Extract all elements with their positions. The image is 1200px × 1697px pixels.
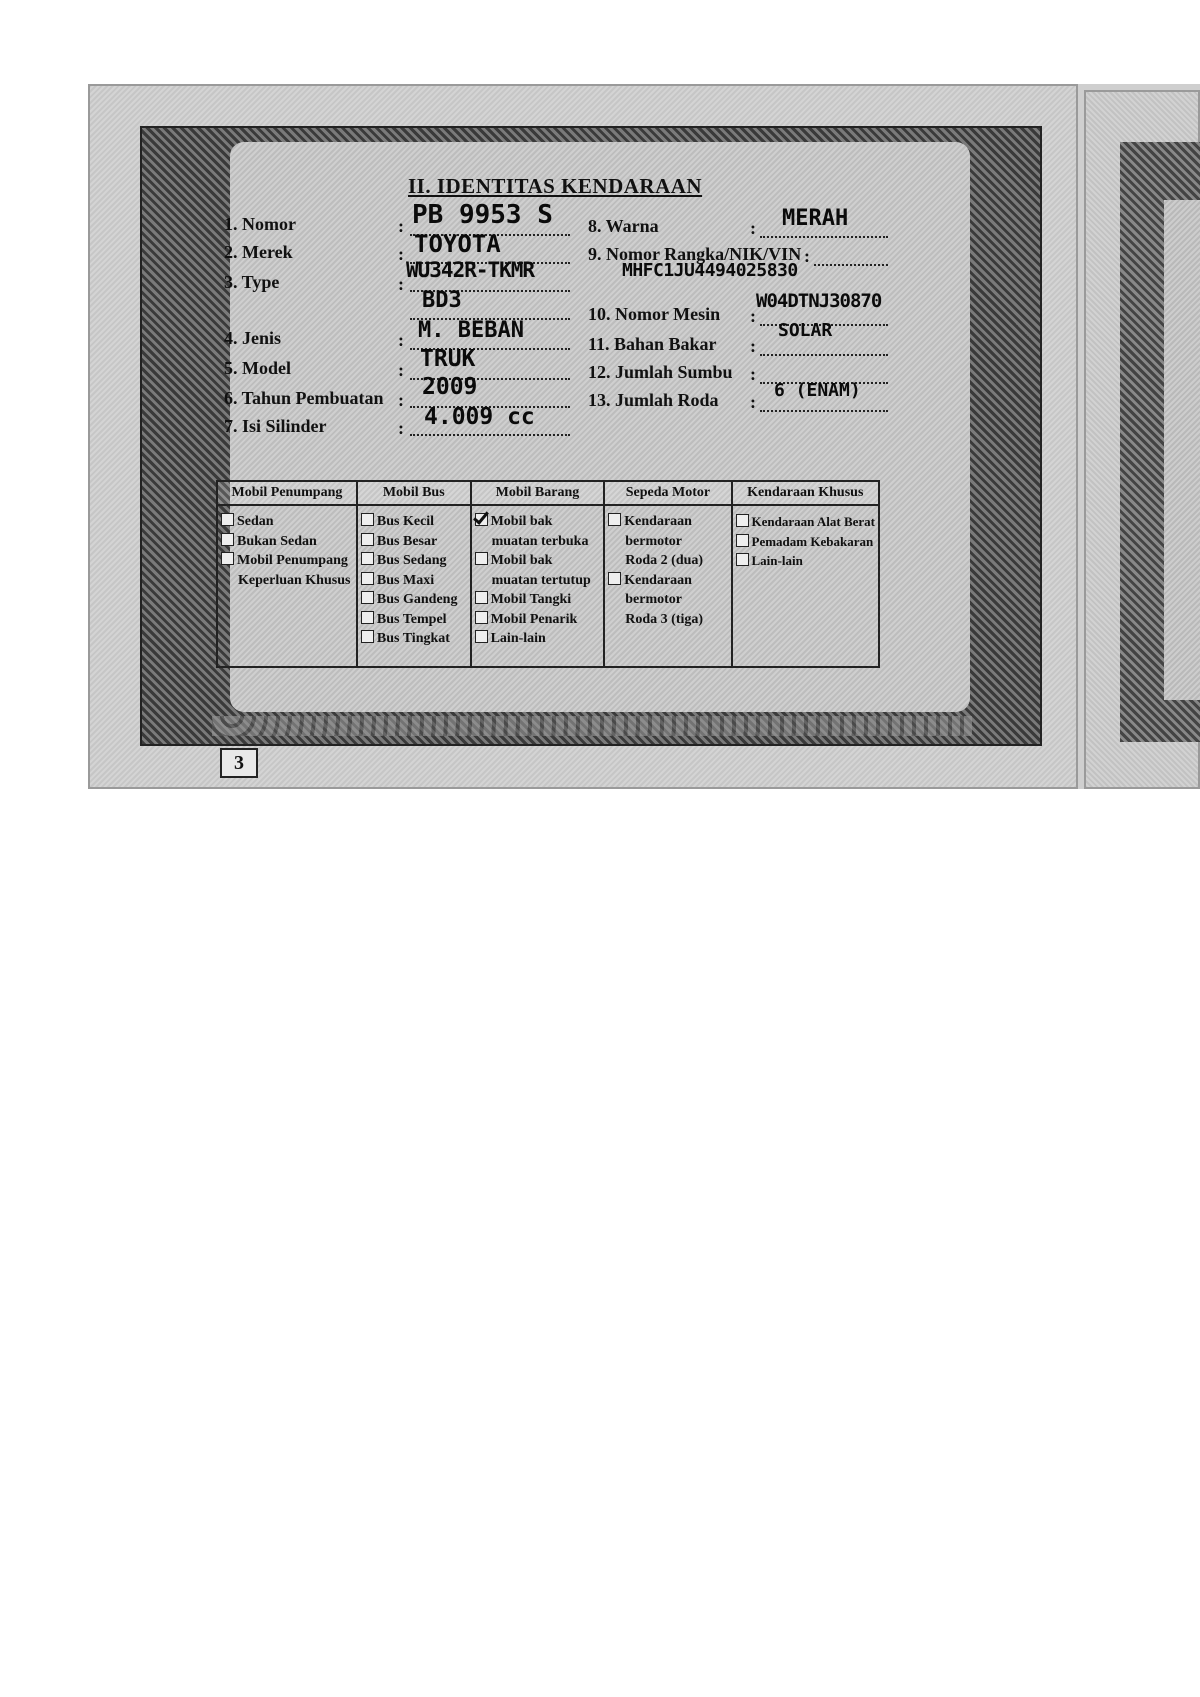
option-bus-tingkat[interactable]: Bus Tingkat	[361, 629, 467, 649]
option-text-continuation: Roda 3 (tiga)	[625, 611, 704, 627]
value-merek: TOYOTA	[414, 230, 501, 258]
option-bus-sedang[interactable]: Bus Sedang	[361, 551, 467, 571]
colon: :	[398, 244, 404, 264]
checkbox[interactable]	[475, 611, 488, 624]
option-text-continuation: Roda 2 (dua)	[625, 553, 704, 568]
checkbox[interactable]	[221, 533, 234, 546]
option-bus-maxi[interactable]: Bus Maxi	[361, 571, 467, 591]
option-kendaraan-alat-berat[interactable]: Kendaraan Alat Berat	[736, 512, 876, 532]
option-mobil-bak-terbuka[interactable]: Mobil bak	[475, 512, 601, 532]
colon: :	[398, 274, 404, 294]
option-bus-gandeng[interactable]: Bus Gandeng	[361, 590, 467, 610]
label-jenis: 4. Jenis	[224, 328, 282, 348]
colon: :	[398, 216, 404, 236]
colon: :	[750, 364, 756, 384]
value-nomor: PB 9953 S	[412, 200, 553, 230]
value-tahun: 2009	[422, 374, 478, 400]
col-sepeda-motor	[604, 505, 731, 667]
value-model: TRUK	[420, 346, 476, 372]
header-mobil-bus: Mobil Bus	[357, 481, 471, 505]
label-jumlah-roda: 13. Jumlah Roda	[588, 390, 719, 410]
colon: :	[398, 330, 404, 350]
checkbox[interactable]	[736, 553, 749, 566]
checkbox[interactable]	[608, 572, 621, 585]
label-nomor-rangka: 9. Nomor Rangka/NIK/VIN	[588, 244, 802, 264]
option-text-continuation: bermotor	[625, 533, 683, 549]
label-nomor: 1. Nomor	[224, 214, 296, 234]
value-jenis: M. BEBAN	[418, 318, 524, 343]
frame-inner-panel	[1164, 200, 1200, 700]
col-kendaraan-khusus	[732, 505, 880, 667]
col-mobil-penumpang	[217, 505, 357, 667]
option-text-continuation: muatan tertutup	[491, 572, 591, 588]
option-mobil-penarik[interactable]: Mobil Penarik	[475, 610, 601, 630]
checkbox[interactable]	[361, 630, 374, 643]
value-type-line2: BD3	[422, 288, 462, 313]
option-pemadam-kebakaran[interactable]: Pemadam Kebakaran	[736, 532, 876, 552]
colon: :	[398, 418, 404, 438]
option-text-continuation: muatan terbuka	[491, 533, 589, 549]
label-model: 5. Model	[224, 358, 291, 378]
header-mobil-barang: Mobil Barang	[471, 481, 605, 505]
dotted-line	[814, 264, 888, 266]
checkbox[interactable]	[475, 591, 488, 604]
label-merek: 2. Merek	[224, 242, 293, 262]
option-kendaraan-roda-2[interactable]: Kendaraan	[608, 512, 727, 532]
option-text-continuation: Keperluan Khusus	[238, 572, 351, 588]
checkbox[interactable]	[736, 514, 749, 527]
label-isi-silinder: 7. Isi Silinder	[224, 416, 327, 436]
col-mobil-bus	[357, 505, 471, 667]
checkbox[interactable]	[221, 513, 234, 526]
option-bus-tempel[interactable]: Bus Tempel	[361, 610, 467, 630]
option-bus-besar[interactable]: Bus Besar	[361, 532, 467, 552]
option-lain-lain-khusus[interactable]: Lain-lain	[736, 551, 876, 571]
colon: :	[398, 360, 404, 380]
decorative-wave	[212, 716, 972, 736]
option-mobil-bak-tertutup[interactable]: Mobil bak	[475, 551, 601, 571]
dotted-line	[760, 354, 888, 356]
adjacent-page-edge	[1084, 90, 1200, 789]
value-nomor-rangka: MHFC1JU4494025830	[622, 260, 798, 281]
value-isi-silinder: 4.009 cc	[424, 404, 535, 430]
label-type: 3. Type	[224, 272, 280, 292]
checkbox[interactable]	[361, 591, 374, 604]
option-lain-lain[interactable]: Lain-lain	[475, 629, 601, 649]
header-sepeda-motor: Sepeda Motor	[604, 481, 731, 505]
checked-checkbox[interactable]	[475, 513, 488, 526]
label-jumlah-sumbu: 12. Jumlah Sumbu	[588, 362, 733, 382]
checkbox[interactable]	[221, 552, 234, 565]
option-bus-kecil[interactable]: Bus Kecil	[361, 512, 467, 532]
checkbox[interactable]	[608, 513, 621, 526]
dotted-line	[410, 434, 570, 436]
option-kendaraan-roda-3[interactable]: Kendaraan	[608, 571, 727, 591]
colon: :	[750, 306, 756, 326]
colon: :	[750, 218, 756, 238]
checkbox[interactable]	[361, 611, 374, 624]
scanned-document	[88, 84, 1200, 789]
section-title: II. IDENTITAS KENDARAAN	[408, 174, 703, 198]
page-number: 3	[220, 748, 258, 778]
option-mobil-tangki[interactable]: Mobil Tangki	[475, 590, 601, 610]
option-bukan-sedan[interactable]: Bukan Sedan	[221, 532, 353, 552]
colon: :	[750, 392, 756, 412]
value-jumlah-roda: 6 (ENAM)	[774, 380, 861, 401]
checkbox[interactable]	[475, 552, 488, 565]
colon: :	[804, 246, 810, 266]
checkbox[interactable]	[361, 572, 374, 585]
value-nomor-mesin: W04DTNJ30870	[756, 290, 882, 312]
dotted-line	[760, 236, 888, 238]
header-kendaraan-khusus: Kendaraan Khusus	[732, 481, 880, 505]
label-nomor-mesin: 10. Nomor Mesin	[588, 304, 721, 324]
label-warna: 8. Warna	[588, 216, 659, 236]
checkbox[interactable]	[475, 630, 488, 643]
option-mobil-penumpang-keperluan-khusus[interactable]: Mobil Penumpang	[221, 551, 353, 571]
header-mobil-penumpang: Mobil Penumpang	[217, 481, 357, 505]
checkbox[interactable]	[736, 534, 749, 547]
col-mobil-barang	[471, 505, 605, 667]
colon: :	[398, 390, 404, 410]
value-type: WU342R-TKMR	[406, 258, 535, 282]
checkbox[interactable]	[361, 552, 374, 565]
value-bahan-bakar: SOLAR	[778, 320, 833, 341]
colon: :	[750, 336, 756, 356]
document-page	[88, 84, 1078, 789]
option-sedan[interactable]: Sedan	[221, 512, 353, 532]
vehicle-category-table	[216, 480, 880, 668]
label-bahan-bakar: 11. Bahan Bakar	[588, 334, 717, 354]
checkbox[interactable]	[361, 533, 374, 546]
value-warna: MERAH	[782, 206, 849, 231]
label-tahun-pembuatan: 6. Tahun Pembuatan	[224, 388, 384, 408]
checkbox[interactable]	[361, 513, 374, 526]
dotted-line	[760, 410, 888, 412]
option-text-continuation: bermotor	[625, 592, 683, 607]
